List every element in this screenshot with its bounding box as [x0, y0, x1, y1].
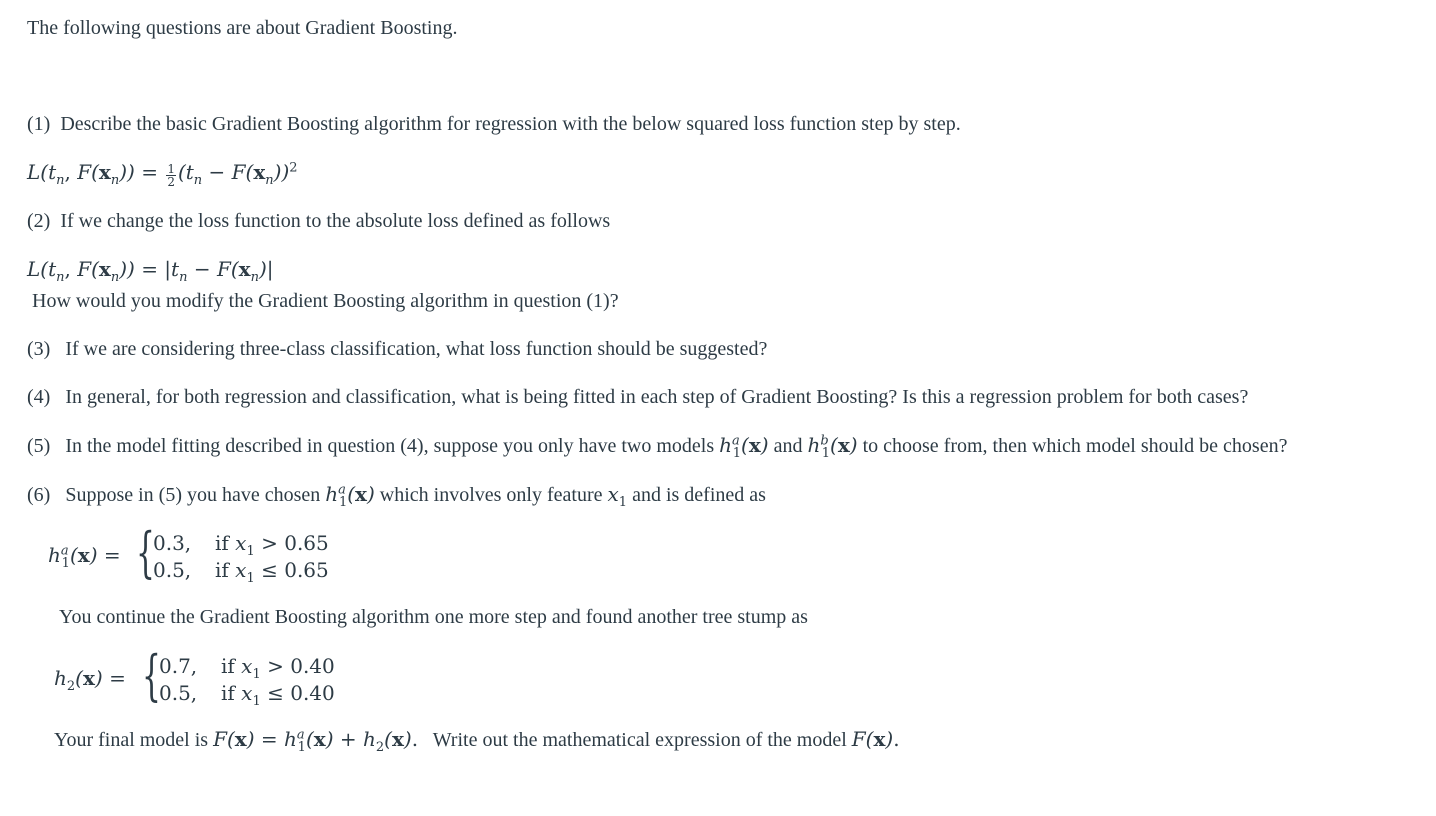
- question-5: [27, 433, 1288, 461]
- question-2: [27, 209, 610, 233]
- question-1-text: Describe the basic Gradient Boosting algorithm for regression with the below squared loss function step by step.: [60, 113, 961, 135]
- question-6-text-c: and is defined as: [632, 484, 766, 506]
- question-3-text: If we are considering three-class classification, what loss function should be suggested?: [65, 338, 768, 360]
- question-4-text: In general, for both regression and classification, what is being fitted in each step of Gradient Boosting? Is this a regression problem for both cases?: [65, 386, 1249, 408]
- final-model-equation: $F(x) = h^a_1(x) + h_2(x)$.: [213, 727, 419, 755]
- absolute-loss-equation: $L(t_n$, $F(x_n)) = |t_n - F(x_n)|$: [27, 257, 274, 285]
- question-6: [27, 482, 766, 510]
- intro-text: The following questions are about Gradient Boosting.: [27, 17, 458, 39]
- question-6-text-a: Suppose in (5) you have chosen: [65, 484, 321, 506]
- h1a-case-1: 0.3, if $x_1 > 0.65$: [153, 531, 329, 559]
- question-1: [27, 112, 961, 136]
- squared-loss-equation: $L(t_n$, $F(x_n)$) = $\frac{1}{2}$ $(t_n - F(x_n))^2$: [27, 160, 298, 189]
- fx-symbol: F(x).: [851, 727, 900, 751]
- h2-case-2: 0.5, if $x_1 \le 0.40$: [159, 681, 335, 709]
- question-3: [27, 337, 767, 361]
- question-6-text-b: which involves only feature: [379, 484, 603, 506]
- continue-text: You continue the Gradient Boosting algorithm one more step and found another tree stump as: [59, 606, 808, 628]
- h1a-symbol: $h^a_1(x)$: [719, 433, 769, 461]
- h1a-lhs: $h^a_1(x)$ =: [48, 543, 121, 571]
- question-4-number: (4): [27, 386, 51, 408]
- question-5-text-c: to choose from, then which model should be chosen?: [862, 435, 1288, 457]
- question-2-text: If we change the loss function to the absolute loss defined as follows: [60, 210, 611, 232]
- question-1-number: (1): [27, 113, 51, 135]
- h2-lhs: $h_2(x)$ =: [54, 666, 126, 694]
- h1a-case-2: 0.5, if $x_1 \le 0.65$: [153, 558, 329, 586]
- final-text-a: Your final model is: [54, 729, 209, 751]
- x1-symbol: $x_1$: [607, 482, 628, 510]
- brace-icon: {: [142, 644, 161, 707]
- question-5-text-a: In the model fitting described in question (4), suppose you only have two models: [65, 435, 715, 457]
- question-2-followup: How would you modify the Gradient Boosting algorithm in question (1)?: [32, 290, 619, 312]
- question-6-number: (6): [27, 484, 51, 506]
- h1a-symbol: $h^a_1(x)$: [325, 482, 375, 510]
- question-2-number: (2): [27, 210, 51, 232]
- question-5-text-b: and: [773, 435, 803, 457]
- question-3-number: (3): [27, 338, 51, 360]
- question-4: [27, 385, 1248, 409]
- question-5-number: (5): [27, 435, 51, 457]
- final-model-line: [54, 727, 900, 755]
- h2-case-1: 0.7, if $x_1 > 0.40$: [159, 654, 335, 682]
- brace-icon: {: [136, 521, 155, 584]
- final-text-b: Write out the mathematical expression of the model: [432, 729, 847, 751]
- h1b-symbol: $h^b_1(x)$: [807, 433, 858, 461]
